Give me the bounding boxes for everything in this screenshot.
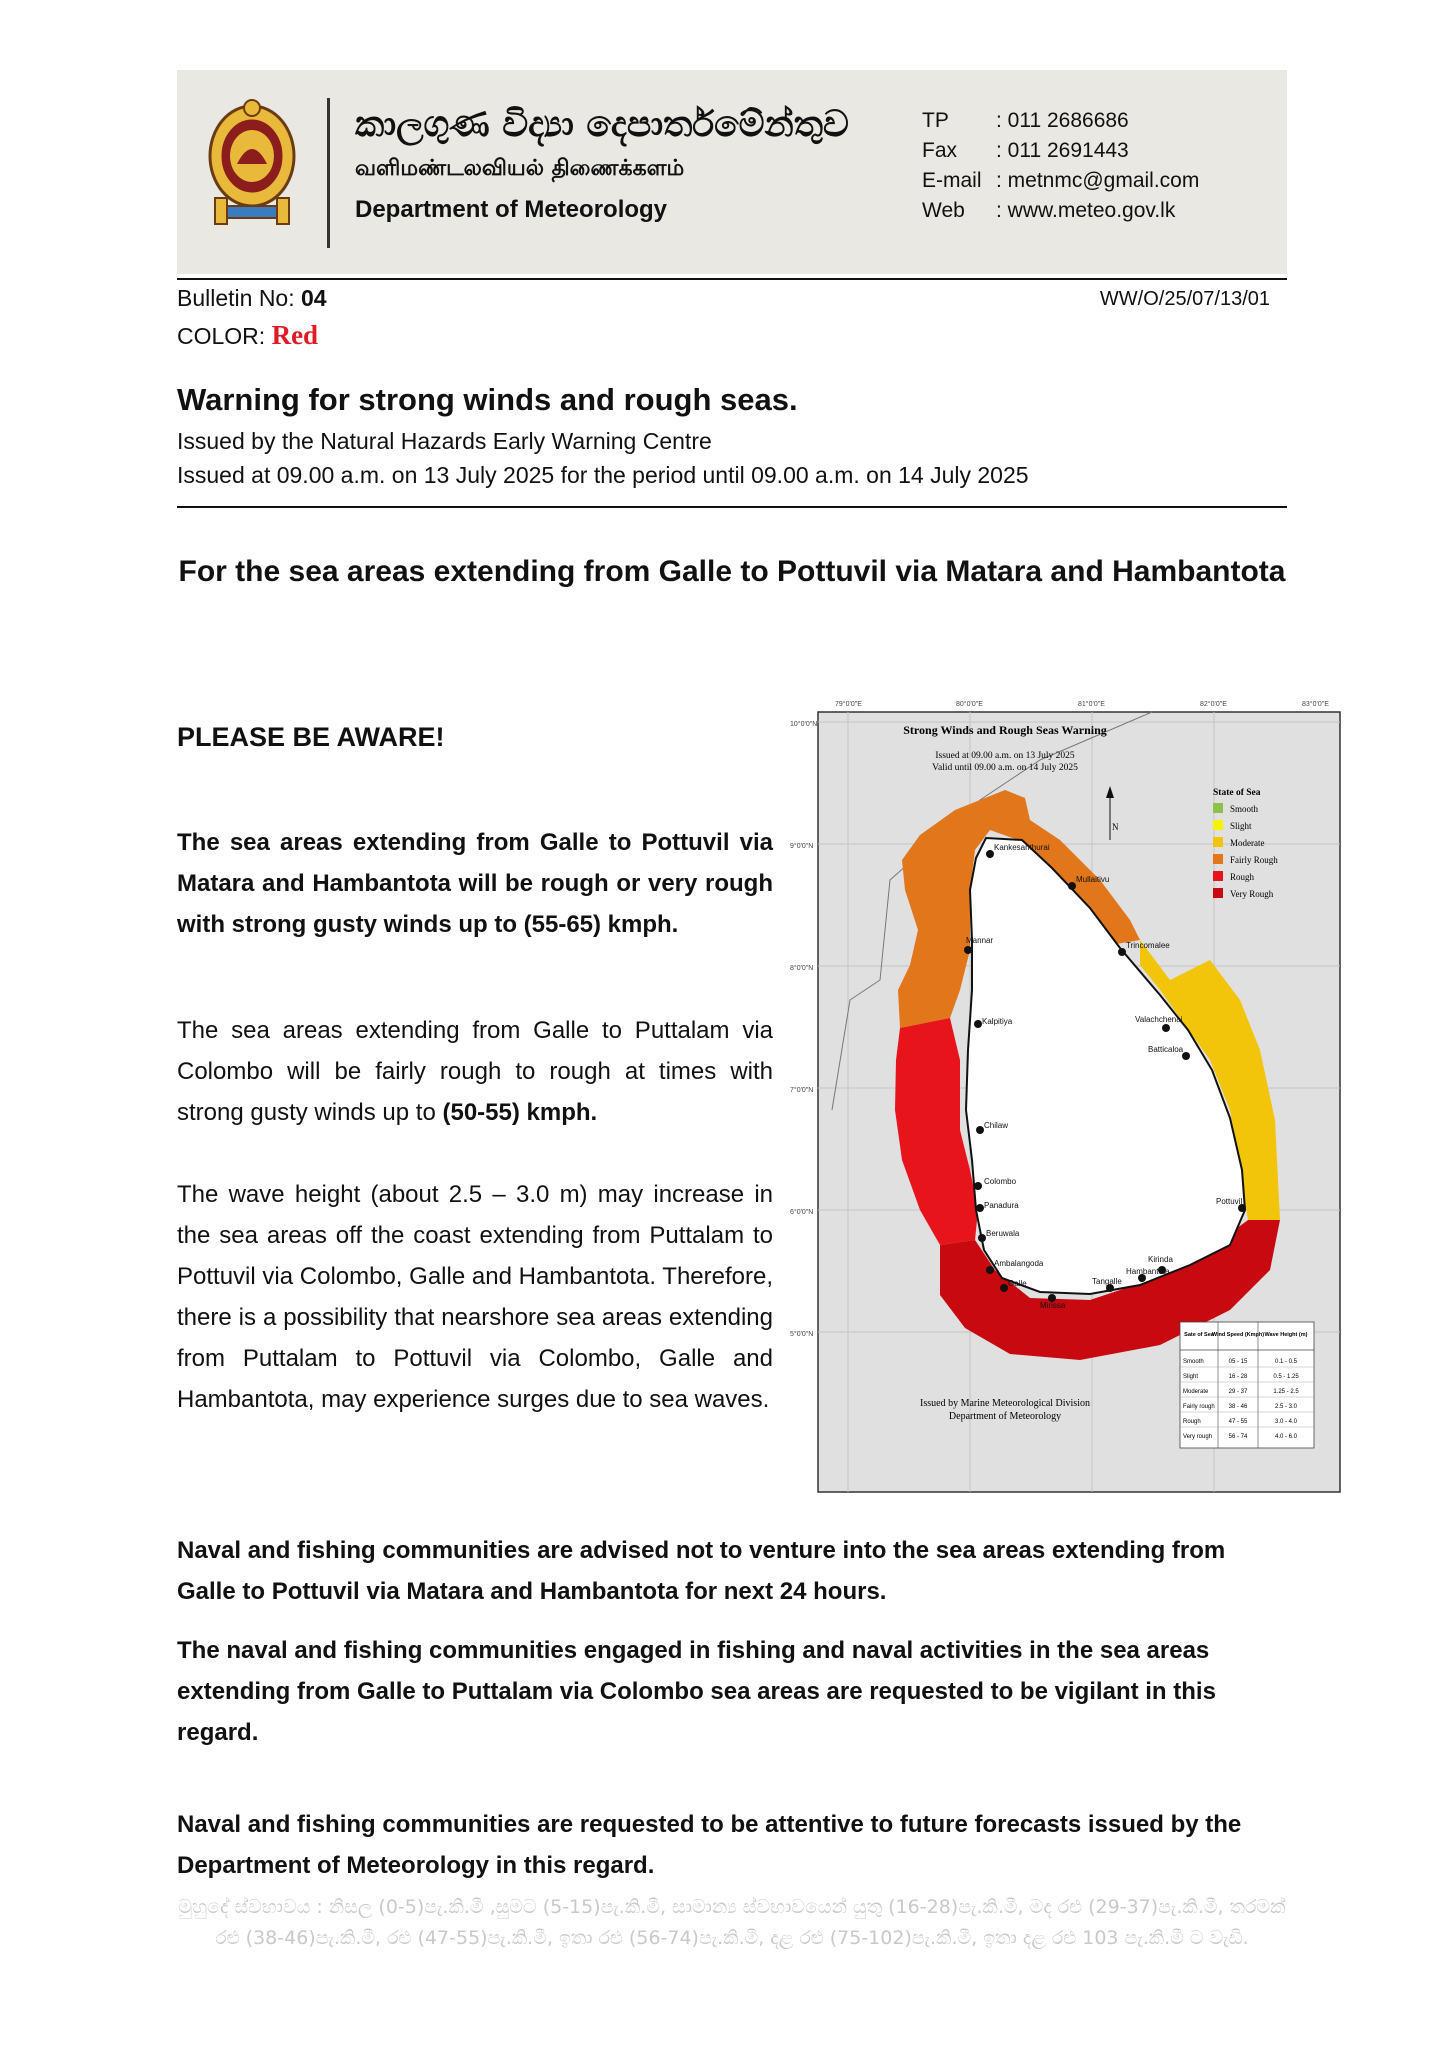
city-label: Panadura (984, 1201, 1019, 1210)
map-title: Strong Winds and Rough Seas Warning (903, 723, 1107, 737)
please-be-aware: PLEASE BE AWARE! (177, 722, 445, 752)
legend-swatch (1213, 803, 1223, 813)
advisory-not-venture: Naval and fishing communities are advised not to venture into the sea areas extending from Galle to Pottuvil via Matara and Hambantota for next 24 hours. (177, 1537, 1226, 1605)
map-credit-department: Department of Meteorology (948, 1411, 1062, 1422)
header-divider (327, 98, 330, 248)
issued-by: Issued by the Natural Hazards Early Warning Centre (177, 428, 712, 454)
city-label: Kankesanthurai (994, 843, 1050, 852)
lon-tick: 83°0'0"E (1302, 701, 1329, 708)
contact-email[interactable]: E-mail : metnmc@gmail.com (922, 169, 1200, 192)
table-cell: Fairly rough (1183, 1404, 1215, 1410)
title-rule (177, 506, 1287, 508)
legend-swatch (1213, 837, 1223, 847)
lon-tick: 81°0'0"E (1078, 701, 1105, 708)
table-cell: 29 - 37 (1228, 1389, 1248, 1395)
legend-label: Smooth (1230, 804, 1259, 814)
lat-tick: 5°0'0"N (790, 1331, 814, 1338)
legend-label: Slight (1230, 821, 1252, 831)
paragraph-rough-seas: The sea areas extending from Galle to Pottuvil via Matara and Hambantota will be rough or very rough with strong gusty winds up to (55-65) kmph. (177, 829, 773, 938)
state-emblem-icon (207, 94, 297, 230)
city-label: Chilaw (984, 1121, 1009, 1130)
paragraph-fairly-rough: The sea areas extending from Galle to Puttalam via Colombo will be fairly rough to rough at times with strong gusty winds up to (50-55) kmph. (177, 1017, 773, 1126)
advisory-attentive: Naval and fishing communities are requested to be attentive to future forecasts issued by the Department of Meteorology in this regard. (177, 1811, 1242, 1879)
advisory-vigilant: The naval and fishing communities engaged in fishing and naval activities in the sea areas extending from Galle to Puttalam via Colombo sea areas are requested to be vigilant in this regard. (177, 1637, 1216, 1746)
map-issued: Issued at 09.00 a.m. on 13 July 2025 (935, 751, 1075, 761)
table-cell: 0.5 - 1.25 (1273, 1374, 1299, 1380)
paragraph-wave-height: The wave height (about 2.5 – 3.0 m) may increase in the sea areas off the coast extending from Puttalam to Pottuvil via Colombo, Galle and Hambantota. Therefore, there is a possibility that nearshore sea areas extending from Puttalam to Pottuvil via Colombo, Galle and Hambantota, may experience surges due to sea waves. (177, 1181, 773, 1413)
table-cell: Smooth (1183, 1359, 1204, 1365)
lat-tick: 7°0'0"N (790, 1087, 814, 1094)
dept-name-english: Department of Meteorology (355, 196, 668, 223)
table-header: Sate of Sea (1184, 1332, 1214, 1338)
table-header: Wind Speed (Kmph) (1211, 1332, 1265, 1338)
legend-label: Moderate (1230, 838, 1265, 848)
table-cell: 2.5 - 3.0 (1274, 1404, 1298, 1410)
city-label: Galle (1008, 1279, 1027, 1288)
table-cell: 0.1 - 0.5 (1274, 1359, 1298, 1365)
bulletin-number: Bulletin No: 04 (177, 285, 327, 311)
dept-name-sinhala: කාලගුණ විද්‍යා දෙපාර්තමේන්තුව (355, 104, 849, 145)
lon-tick: 79°0'0"E (835, 701, 862, 708)
sea-area-heading: For the sea areas extending from Galle to Pottuvil via Matara and Hambantota (178, 555, 1286, 588)
lon-tick: 80°0'0"E (956, 701, 983, 708)
contact-fax: Fax : 011 2691443 (922, 139, 1129, 162)
contact-block (922, 106, 1199, 226)
city-label: Kirinda (1148, 1255, 1173, 1264)
alert-color: COLOR: Red (177, 320, 319, 350)
contact-tp: TP : 011 2686686 (922, 109, 1129, 132)
contact-web[interactable]: Web : www.meteo.gov.lk (922, 199, 1176, 222)
city-label: Kalpitiya (982, 1017, 1013, 1026)
table-cell: 47 - 55 (1228, 1419, 1248, 1425)
table-cell: 05 - 15 (1228, 1359, 1248, 1365)
table-cell: 16 - 28 (1228, 1374, 1248, 1380)
table-cell: Moderate (1183, 1389, 1209, 1395)
city-label: Beruwala (986, 1229, 1020, 1238)
table-header: Wave Height (m) (1264, 1332, 1308, 1338)
city-label: Ambalangoda (994, 1259, 1044, 1268)
table-cell: 56 - 74 (1228, 1434, 1248, 1440)
map-credit-division: Issued by Marine Meteorological Division (920, 1398, 1090, 1409)
table-cell: 38 - 46 (1228, 1404, 1248, 1410)
map-valid: Valid until 09.00 a.m. on 14 July 2025 (932, 763, 1078, 773)
city-label: Colombo (984, 1177, 1017, 1186)
legend-swatch (1213, 820, 1223, 830)
issued-at: Issued at 09.00 a.m. on 13 July 2025 for the period until 09.00 a.m. on 14 July 2025 (177, 462, 1029, 488)
bulletin-code: WW/O/25/07/13/01 (1099, 288, 1270, 310)
table-cell: Slight (1183, 1374, 1199, 1380)
letterhead (177, 70, 1287, 274)
dept-name-tamil: வளிமண்டலவியல் திணைக்களம் (355, 156, 685, 181)
city-label: Trincomalee (1126, 941, 1170, 950)
sea-state-table (1180, 1322, 1314, 1448)
header-rule (177, 278, 1287, 280)
legend-swatch (1213, 854, 1223, 864)
lat-tick: 9°0'0"N (790, 843, 814, 850)
table-cell: 3.0 - 4.0 (1274, 1419, 1298, 1425)
table-cell: Very rough (1183, 1434, 1213, 1440)
city-label: Pottuvil (1216, 1197, 1243, 1206)
legend-title: State of Sea (1213, 788, 1261, 798)
warning-map (790, 690, 1350, 1512)
legend-swatch (1213, 871, 1223, 881)
legend-label: Very Rough (1230, 889, 1274, 899)
alert-color-value: Red (271, 320, 319, 350)
lat-tick: 10°0'0"N (790, 721, 818, 728)
city-label: Mirissa (1040, 1301, 1066, 1310)
lon-tick: 82°0'0"E (1200, 701, 1227, 708)
city-label: Hambantota (1126, 1267, 1170, 1276)
svg-text:N: N (1112, 822, 1119, 832)
legend-label: Rough (1230, 872, 1255, 882)
lat-tick: 8°0'0"N (790, 965, 814, 972)
city-label: Tangalle (1092, 1277, 1122, 1286)
table-cell: 4.0 - 6.0 (1274, 1434, 1298, 1440)
table-cell: 1.25 - 2.5 (1273, 1389, 1299, 1395)
sea-state-footer-sinhala: මුහුදේ ස්වභාවය : නිසල (0-5)පැ.කි.මී ,සුමට (5-15)පැ.කි.මී, සාමාන්‍ය ස්වභාවයෙන් යුතු (16-28)පැ.කි.මී, මද රළු (29-37)පැ.කි.මී, තරමක් රළු (38-46)පැ.කි.මී, රළු (47-55)පැ.කි.මී, ඉතා රළු (56-74)පැ.කි.මී, දළ රළු (75-102)පැ.කි.මී, ඉතා දළ රළු 103 පැ.කි.මී ට වැඩි. (178, 1896, 1286, 1949)
legend-label: Fairly Rough (1230, 855, 1278, 865)
warning-title: Warning for strong winds and rough seas. (177, 382, 798, 417)
legend-swatch (1213, 888, 1223, 898)
lat-tick: 6°0'0"N (790, 1209, 814, 1216)
city-label: Batticaloa (1148, 1045, 1184, 1054)
table-cell: Rough (1183, 1419, 1201, 1425)
city-label: Valachchenai (1135, 1015, 1183, 1024)
city-label: Mullaitivu (1076, 875, 1110, 884)
city-label: Mannar (966, 936, 994, 945)
